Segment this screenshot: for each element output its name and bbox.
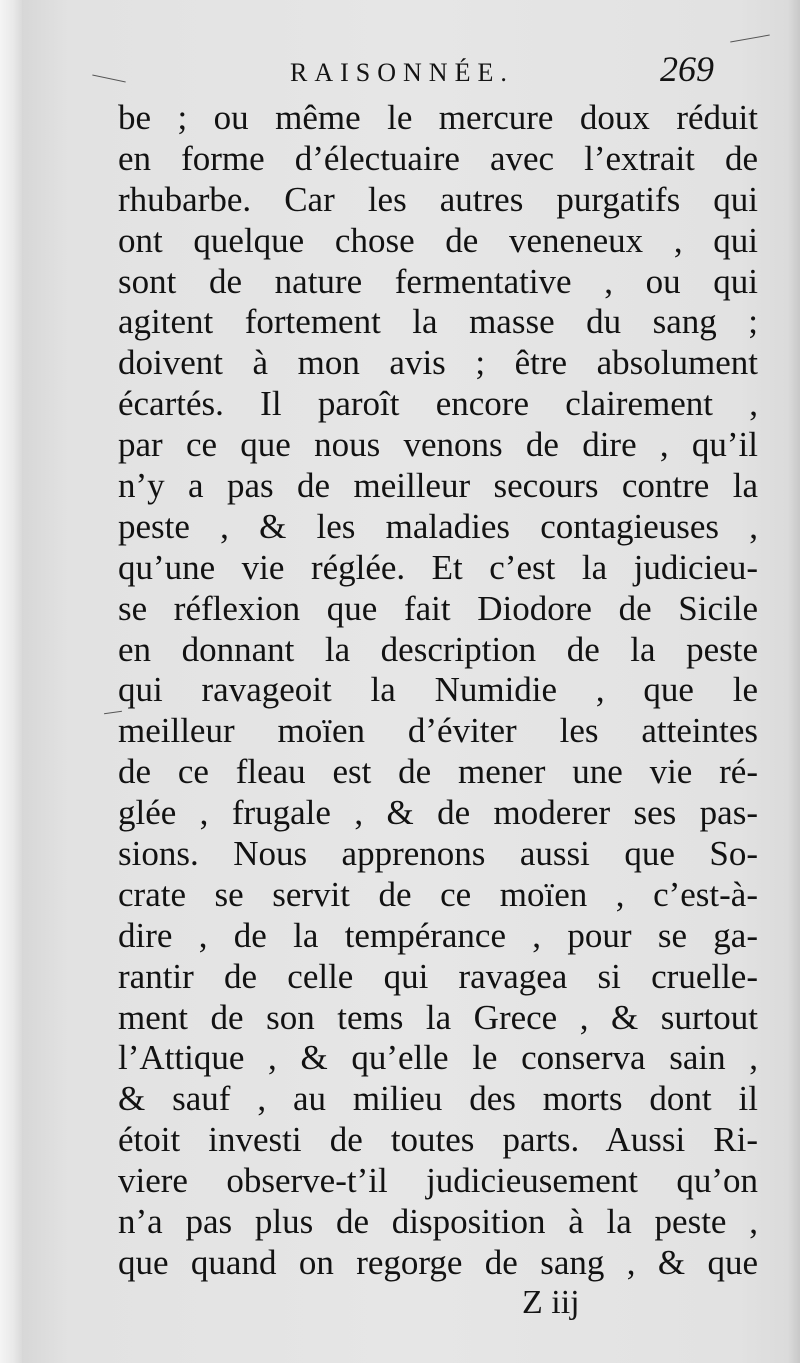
text-line: crate se servit de ce moïen , c’est-à-: [118, 874, 758, 914]
text-line: glée , frugale , & de moderer ses pas-: [118, 793, 758, 833]
scan-left-margin: [0, 0, 22, 1363]
text-line: que quand on regorge de sang , & que: [118, 1242, 758, 1282]
text-line: meilleur moïen d’éviter les atteintes: [118, 711, 758, 751]
text-line: doivent à mon avis ; être absolument: [118, 343, 758, 383]
running-head: RAISONNÉE.: [290, 58, 514, 87]
page-edge-shadow: [788, 0, 800, 1363]
text-line: sions. Nous apprenons aussi que So-: [118, 834, 758, 874]
text-line: viere observe-t’il judicieusement qu’on: [118, 1161, 758, 1201]
text-line: de ce fleau est de mener une vie ré-: [118, 752, 758, 792]
text-line: rhubarbe. Car les autres purgatifs qui: [118, 179, 758, 219]
body-text: [118, 98, 758, 1284]
book-page: [22, 0, 800, 1363]
text-line: qu’une vie réglée. Et c’est la judicieu-: [118, 547, 758, 587]
text-line: sont de nature fermentative , ou qui: [118, 261, 758, 301]
text-line: agitent fortement la masse du sang ;: [118, 302, 758, 342]
text-line: n’a pas plus de disposition à la peste ,: [118, 1202, 758, 1242]
text-line: par ce que nous venons de dire , qu’il: [118, 425, 758, 465]
text-line: qui ravageoit la Numidie , que le: [118, 670, 758, 710]
page-number: 269: [660, 49, 714, 89]
text-line: ment de son tems la Grece , & surtout: [118, 997, 758, 1037]
text-line: en donnant la description de la peste: [118, 629, 758, 669]
text-line: peste , & les maladies contagieuses ,: [118, 506, 758, 546]
text-line: & sauf , au milieu des morts dont il: [118, 1079, 758, 1119]
text-line: dire , de la tempérance , pour se ga-: [118, 915, 758, 955]
text-line: rantir de celle qui ravagea si cruelle-: [118, 956, 758, 996]
text-line: étoit investi de toutes parts. Aussi Ri-: [118, 1120, 758, 1160]
text-line: se réflexion que fait Diodore de Sicile: [118, 588, 758, 628]
text-line: be ; ou même le mercure doux réduit: [118, 98, 758, 137]
text-line: l’Attique , & qu’elle le conserva sain ,: [118, 1038, 758, 1078]
text-line: en forme d’électuaire avec l’extrait de: [118, 138, 758, 178]
page-footer: [22, 1284, 800, 1334]
text-line: ont quelque chose de veneneux , qui: [118, 220, 758, 260]
margin-mark: [730, 35, 770, 43]
text-line: n’y a pas de meilleur secours contre la: [118, 466, 758, 506]
text-line: écartés. Il paroît encore clairement ,: [118, 384, 758, 424]
signature-mark: Z iij: [522, 1284, 580, 1321]
page-header: [22, 44, 800, 104]
